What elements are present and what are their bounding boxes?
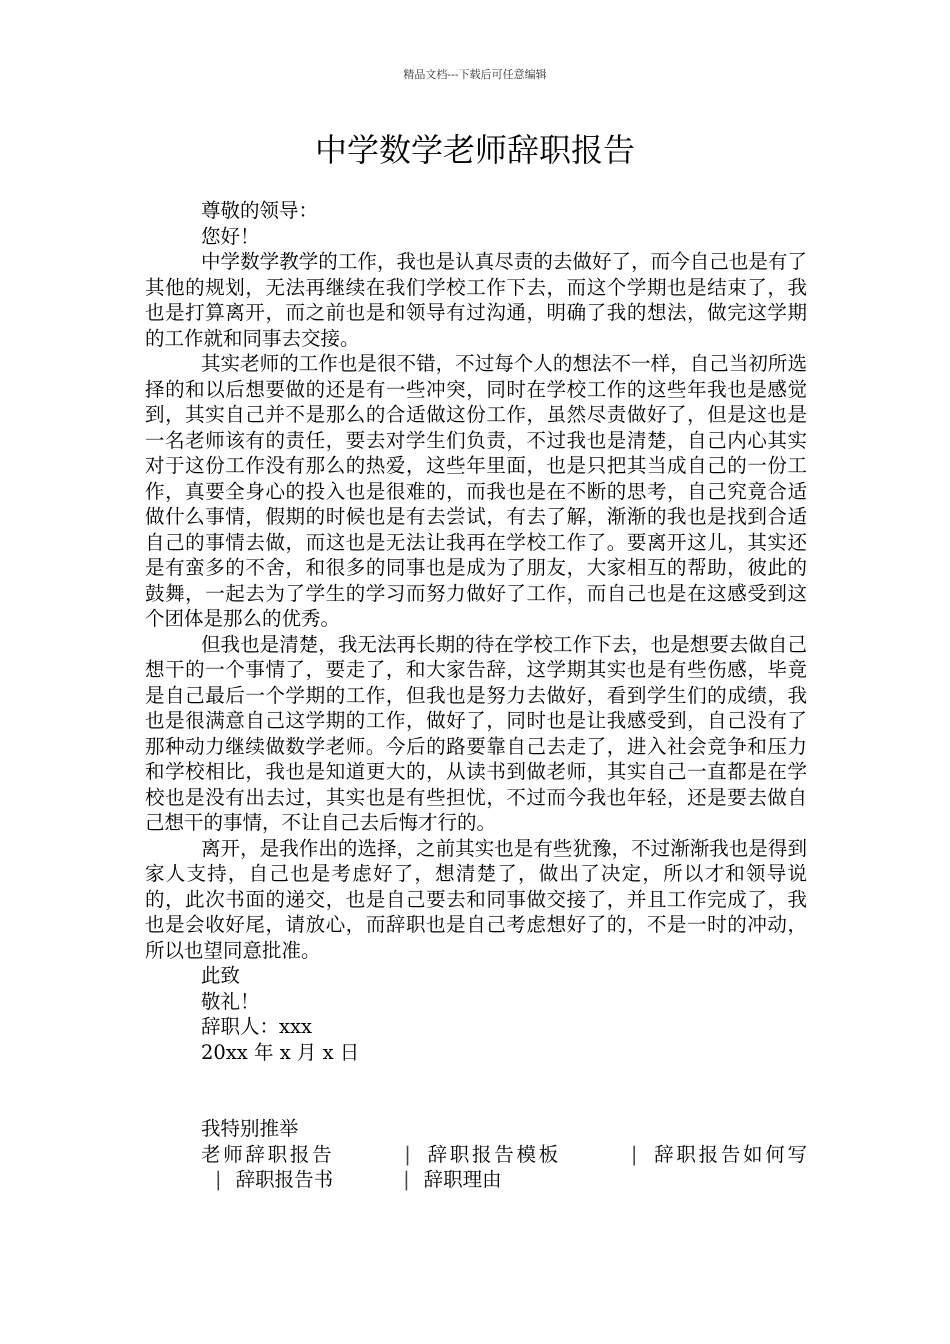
recommend-link[interactable]: 辞职报告模板 [424,1142,561,1166]
closing: 此致 [201,964,241,987]
header-note: 精品文档---下载后可任意编辑 [403,68,547,81]
letter-body [145,198,807,1193]
link-separator: | [630,1142,638,1166]
signature: 辞职人：xxx [201,1015,312,1038]
recommend-link[interactable]: 辞职理由 [423,1168,502,1191]
body-paragraph-4: 离开，是我作出的选择，之前其实也是有些犹豫，不过渐渐我也是得到家人支持，自己也是考虑好了，想清楚了，做出了决定，所以才和领导说的，此次书面的递交，也是自己要去和同事做交接了，并且工作完成了，我也是会收好尾，请放心，而辞职也是自己考虑想好了的，不是一时的冲动，所以也望同意批准。 [145,836,807,962]
link-separator: | [403,1168,410,1191]
recommend-link[interactable]: 老师辞职报告 [201,1142,335,1166]
greeting: 您好！ [201,224,260,248]
regards: 敬礼！ [201,989,260,1013]
recommend-links [145,1142,807,1193]
date: 20xx 年 x 月 x 日 [201,1040,360,1064]
link-separator: | [404,1142,411,1166]
body-paragraph-2: 其实老师的工作也是很不错，不过每个人的想法不一样，自己当初所选择的和以后想要做的还是有一些冲突，同时在学校工作的这些年我也是感觉到，其实自己并不是那么的合适做这份工作，虽然尽责做好了，但是这也是一名老师该有的责任，要去对学生们负责，不过我也是清楚，自己内心其实对于这份工作没有那么的热爱，这些年里面，也是只把其当成自己的一份工作，真要全身心的投入也是很难的，而我也是在不断的思考，自己究竟合适做什么事情，假期的时候也是有去尝试，有去了解，渐渐的我也是找到合适自己的事情去做，而这也是无法让我再在学校工作了。要离开这儿，其实还是有蛮多的不舍，和很多的同事也是成为了朋友，大家相互的帮助，彼此的鼓舞，一起去为了学生的学习而努力做好了工作，而自己也是在这感受到这个团体是那么的优秀。 [145,352,807,630]
salutation: 尊敬的领导： [201,199,319,222]
document-title: 中学数学老师辞职报告 [314,131,635,169]
spacer [145,1065,807,1116]
recommend-link[interactable]: 辞职报告如何写 [651,1142,807,1166]
body-paragraph-3: 但我也是清楚，我无法再长期的待在学校工作下去，也是想要去做自己想干的一个事情了，要走了，和大家告辞，这学期其实也是有些伤感，毕竟是自己最后一个学期的工作，但我也是努力去做好，看到学生们的成绩，我也是很满意自己这学期的工作，做好了，同时也是让我感受到，自己没有了那种动力继续做数学老师。今后的路要靠自己去走了，进入社会竞争和压力和学校相比，我也是知道更大的，从读书到做老师，其实自己一直都是在学校也是没有出去过，其实也是有些担忧，不过而今我也年轻，还是要去做自己想干的事情，不让自己去后悔才行的。 [145,632,807,834]
recommend-label: 我特别推举 [201,1117,299,1140]
link-separator: | [215,1168,222,1191]
recommend-link[interactable]: 辞职报告书 [235,1168,334,1191]
body-paragraph-1: 中学数学教学的工作，我也是认真尽责的去做好了，而今自己也是有了其他的规划，无法再继续在我们学校工作下去，而这个学期也是结束了，我也是打算离开，而之前也是和领导有过沟通，明确了我的想法，做完这学期的工作就和同事去交接。 [145,250,807,350]
